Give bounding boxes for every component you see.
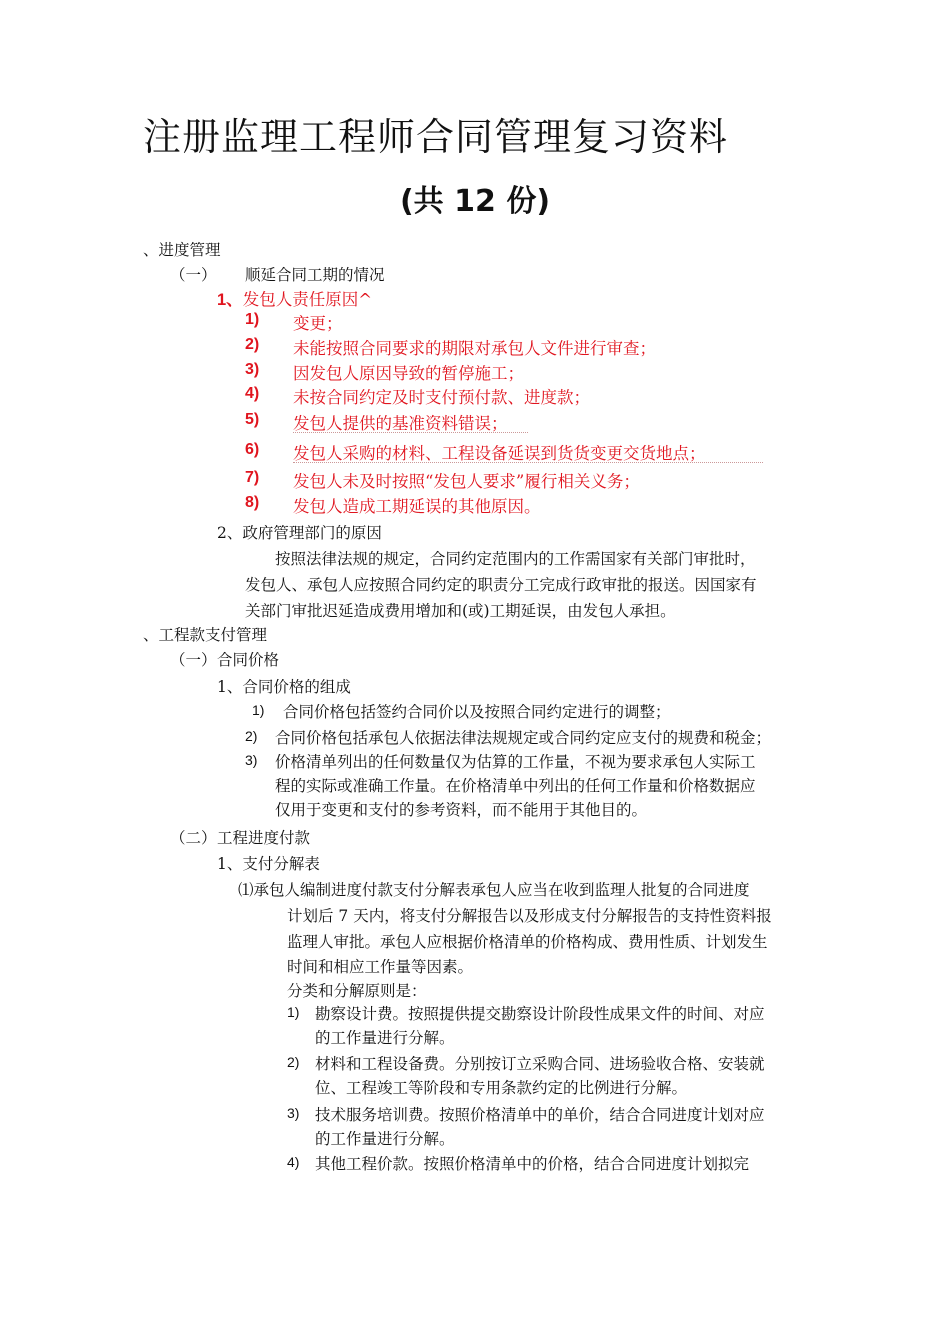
paragraph-line: ⑴承包人编制进度付款支付分解表承包人应当在收到监理人批复的合同进度 [238,881,750,899]
list-number: 1) [252,702,265,718]
subsection-marker: （一） [170,651,217,669]
item-marker: 1、 [217,291,243,309]
item-heading [217,852,320,874]
list-item-line: 程的实际或准确工作量。在价格清单中列出的任何工作量和价格数据应 [275,777,756,795]
paragraph-line: 计划后 7 天内，将支付分解报告以及形成支付分解报告的支持性资料报 [287,907,772,925]
list-item-line: 材料和工程设备费。分别按订立采购合同、进场验收合格、安装就 [315,1055,765,1073]
list-item-line: 的工作量进行分解。 [315,1130,455,1148]
list-item: 变更； [293,314,343,333]
item-text: 政府管理部门的原因 [242,524,382,542]
list-item: 未能按照合同要求的期限对承包人文件进行审查； [293,339,656,358]
red-item-heading [217,286,372,310]
list-number: 8) [245,494,260,511]
item-marker: 1、 [217,678,243,696]
list-item-line: 勘察设计费。按照提供提交勘察设计阶段性成果文件的时间、对应 [315,1005,765,1023]
list-number: 2) [245,336,260,353]
list-number: 2) [245,728,258,744]
paragraph-line: 按照法律法规的规定，合同约定范围内的工作需国家有关部门审批时， [275,550,756,568]
item-heading [217,675,351,697]
list-item-line: 位、工程竣工等阶段和专用条款约定的比例进行分解。 [315,1079,688,1097]
list-item-line: 价格清单列出的任何数量仅为估算的工作量，不视为要求承包人实际工 [275,753,756,771]
list-item: 发包人未及时按照“发包人要求”履行相关义务； [293,472,640,491]
item-heading-gov [217,521,382,543]
dotted-underline [293,462,763,463]
section-heading-payment: 、工程款支付管理 [143,626,268,644]
list-number: 3) [245,361,260,378]
paragraph-line: 关部门审批迟延造成费用增加和(或)工期延误，由发包人承担。 [245,602,676,620]
list-number: 5) [245,411,260,428]
item-marker: 1、 [217,855,243,873]
list-item-line: 技术服务培训费。按照价格清单中的单价，结合合同进度计划对应 [315,1106,765,1124]
paragraph-line: 分类和分解原则是： [287,982,427,1000]
list-number: 1) [245,311,260,328]
list-number: 2) [287,1054,300,1070]
list-number: 4) [287,1154,300,1170]
list-item: 发包人采购的材料、工程设备延误到货货变更交货地点； [293,444,706,463]
list-item-line: 其他工程价款。按照价格清单中的价格，结合合同进度计划拟完 [315,1155,750,1173]
item-text: 支付分解表 [242,855,320,873]
item-marker: 2、 [217,524,243,542]
list-number: 7) [245,469,260,486]
list-item-line: 合同价格包括签约合同价以及按照合同约定进行的调整； [283,703,671,721]
paragraph-line: 时间和相应工作量等因素。 [287,958,474,976]
list-number: 3) [287,1105,300,1121]
subsection-marker: （二） [170,829,217,847]
list-number: 3) [245,752,258,768]
item-text: 发包人责任原因^ [242,290,373,309]
paragraph-line: 监理人审批。承包人应根据价格清单的价格构成、费用性质、计划发生 [287,933,768,951]
list-item-line: 合同价格包括承包人依据法律法规规定或合同约定应支付的规费和税金； [275,729,772,747]
list-item-line: 的工作量进行分解。 [315,1029,455,1047]
subsection-title: 顺延合同工期的情况 [245,266,385,284]
list-item: 发包人提供的基准资料错误； [293,414,508,433]
subsection-title: 合同价格 [217,651,280,669]
paragraph-line: 发包人、承包人应按照合同约定的职责分工完成行政审批的报送。因国家有 [245,576,757,594]
subsection-title: 工程进度付款 [217,829,311,847]
section-heading-schedule: 、进度管理 [143,241,221,259]
item-text: 合同价格的组成 [242,678,351,696]
list-number: 6) [245,441,260,458]
list-item: 未按合同约定及时支付预付款、进度款； [293,388,590,407]
document-subtitle: (共 12 份) [399,184,551,219]
list-item: 因发包人原因导致的暂停施工； [293,364,524,383]
list-number: 4) [245,385,260,402]
subsection-marker: （一） [170,266,217,284]
list-item-line: 仅用于变更和支付的参考资料，而不能用于其他目的。 [275,801,648,819]
list-number: 1) [287,1004,300,1020]
dotted-underline [293,432,528,433]
list-item: 发包人造成工期延误的其他原因。 [293,497,541,516]
document-title: 注册监理工程师合同管理复习资料 [143,115,729,159]
